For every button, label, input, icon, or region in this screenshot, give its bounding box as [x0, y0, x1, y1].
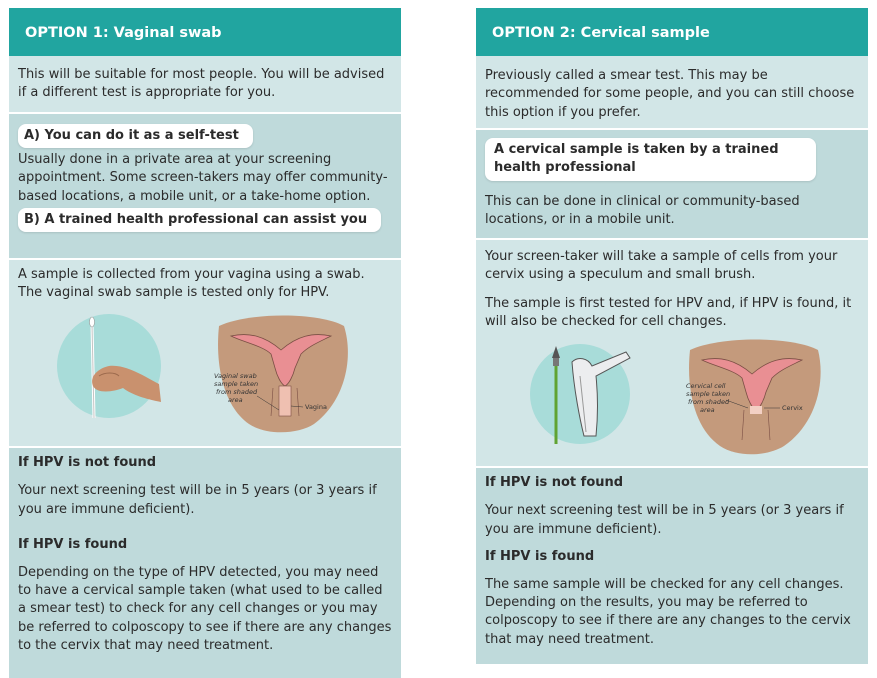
vaginal-anatomy-diagram	[214, 316, 348, 433]
option1-intro-text: This will be suitable for most people. You will be advised if a different test is appropriate for you.	[18, 67, 385, 101]
option1-professional-pill: B) A trained health professional can assist you	[18, 208, 381, 232]
option2-header	[476, 8, 868, 56]
option1-methods-panel	[9, 114, 401, 258]
option1-intro-panel	[9, 56, 401, 112]
option2-method-panel	[476, 130, 868, 238]
swab-label-line3: from shaded	[216, 388, 258, 396]
vaginal-swab-illustration	[9, 306, 401, 446]
option2-found-text: The same sample will be checked for any cell changes. Depending on the results, you may be referred to colposcopy to see if there are any changes to the cervix that may need treatment.	[485, 576, 851, 647]
option1-found-text: Depending on the type of HPV detected, you may need to have a cervical sample taken (what used to be called a smear test) to check for any cell changes or you may be referred to colposcopy to see if there are any changes to the cervix that may need treatment.	[18, 564, 392, 654]
option2-not-found-heading: If HPV is not found	[485, 475, 624, 490]
option2-not-found-text: Your next screening test will be in 5 years (or 3 years if you are immune deficient).	[485, 503, 844, 537]
option2-sample-text2: The sample is first tested for HPV and, if HPV is found, it will also be checked for cell changes.	[485, 295, 852, 330]
cervical-label-line2: sample taken	[686, 390, 731, 398]
swab-label-line4: area	[228, 396, 243, 404]
option1-not-found-text: Your next screening test will be in 5 years (or 3 years if you are immune deficient).	[18, 483, 377, 517]
option1-sample-text: A sample is collected from your vagina using a swab. The vaginal swab sample is tested only for HPV.	[18, 267, 365, 301]
option1-self-test-pill: A) You can do it as a self-test	[18, 124, 253, 148]
option1-column	[9, 8, 401, 678]
cervical-label-line4: area	[700, 406, 715, 414]
option1-title: OPTION 1: Vaginal swab	[25, 25, 222, 41]
vagina-label: Vagina	[305, 403, 327, 411]
cervical-anatomy-diagram	[686, 340, 821, 455]
option2-title: OPTION 2: Cervical sample	[492, 25, 710, 41]
option2-method-text: This can be done in clinical or community-based locations, or in a mobile unit.	[485, 194, 800, 228]
option1-sample-panel	[9, 260, 401, 446]
option2-sample-panel	[476, 240, 868, 466]
option1-not-found-heading: If HPV is not found	[18, 455, 157, 470]
option1-results-panel	[9, 448, 401, 678]
swab-label-line1: Vaginal swab	[214, 372, 257, 380]
swab-label-line2: sample taken	[214, 380, 259, 388]
option2-sample-text1: Your screen-taker will take a sample of cells from your cervix using a speculum and small brush.	[485, 249, 838, 283]
option2-found-heading: If HPV is found	[485, 549, 595, 565]
cervical-sample-illustration	[476, 336, 868, 466]
option1-self-test-text: Usually done in a private area at your screening appointment. Some screen-takers may offer community-based locations, a mobile unit, or a take-home option.	[18, 152, 388, 204]
option2-intro-text: Previously called a smear test. This may be recommended for some people, and you can still choose this option if you prefer.	[485, 68, 855, 120]
option1-header	[9, 8, 401, 56]
cervical-label-line1: Cervical cell	[686, 382, 726, 390]
cervical-label-line3: from shaded	[688, 398, 730, 406]
option2-professional-pill: A cervical sample is taken by a trained health professional	[485, 138, 816, 181]
hand-swab-icon	[57, 314, 161, 418]
option2-column	[476, 8, 868, 664]
option1-found-heading: If HPV is found	[18, 537, 128, 553]
option2-results-panel	[476, 468, 868, 664]
speculum-brush-icon	[530, 344, 630, 444]
cervix-label: Cervix	[782, 404, 803, 412]
option2-intro-panel	[476, 56, 868, 128]
